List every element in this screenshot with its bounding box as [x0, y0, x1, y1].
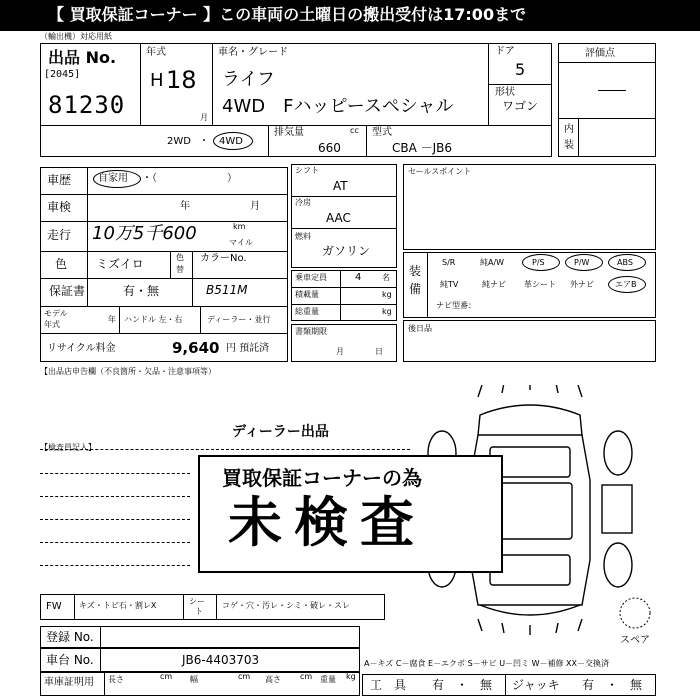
ac-label: 冷房 — [295, 198, 311, 207]
cert-length: 長さ — [108, 675, 124, 684]
load-label: 積載量 — [295, 290, 319, 299]
handle-option: ハンドル 左・右 — [124, 315, 183, 324]
year-label: 年式 — [146, 47, 166, 58]
equip-ext-navi: 外ナビ — [570, 280, 594, 289]
inspector-notes-label: 【検査員記入】 — [40, 443, 96, 452]
grade-name: 4WD Fハッピースペシャル — [222, 96, 454, 117]
registration-label: 登録 No. — [46, 630, 94, 644]
cert-cm-3: cm — [300, 672, 313, 681]
cert-width: 幅 — [190, 675, 198, 684]
equip-airbag: エアB — [615, 280, 637, 289]
lot-box: [2045] — [44, 69, 81, 80]
shape-label: 形状 — [495, 87, 515, 98]
year-month-unit: 月 — [200, 113, 208, 122]
cert-cm-2: cm — [238, 672, 251, 681]
model-year-label-2: 年式 — [44, 320, 60, 329]
rating-dash — [598, 90, 626, 91]
lot-label: 出品 No. — [48, 48, 117, 67]
seller-notes-label: 【出品店申告欄（不良箇所・欠品・注意事項等） — [40, 367, 216, 376]
color-value: ミズイロ — [96, 257, 144, 271]
model-year-label-1: モデル — [44, 309, 68, 318]
rating-label: 評価点 — [585, 48, 615, 59]
seat-label-1: シー — [189, 597, 205, 606]
deadline-day: 日 — [375, 347, 383, 356]
mileage-handwritten: 10万5千600 — [92, 223, 197, 244]
capacity-value: 4 — [355, 272, 362, 283]
gross-label: 総重量 — [295, 307, 319, 316]
sales-point-block — [403, 164, 656, 250]
cert-weight: 重量 — [320, 675, 336, 684]
recycle-unit: 円 預託済 — [226, 343, 270, 354]
seat-label-2: ト — [195, 607, 203, 616]
equip-navi: 純ナビ — [482, 280, 506, 289]
doors-label: ドア — [495, 46, 515, 57]
equip-sr: S/R — [442, 258, 456, 267]
mileage-label: 走行 — [47, 228, 72, 242]
inspection-label: 車検 — [47, 200, 72, 214]
stamp-line-1: 買取保証コーナーの為 — [222, 466, 422, 490]
gross-unit: kg — [382, 307, 392, 316]
displacement-value: 660 — [318, 141, 341, 155]
tools-label: 工 具 — [370, 678, 407, 692]
doors-value: 5 — [515, 60, 526, 79]
history-rest: ・（ ） — [142, 173, 237, 184]
model-name: ライフ — [222, 69, 275, 90]
cert-height: 高さ — [265, 675, 281, 684]
color-label: 色 — [55, 257, 68, 271]
equip-abs: ABS — [617, 258, 633, 267]
shift-value: AT — [333, 179, 348, 193]
capacity-unit: 名 — [382, 273, 390, 282]
model-code-value: CBA －JB6 — [392, 141, 453, 155]
interior-label-1: 内 — [564, 124, 574, 135]
lot-number: 81230 — [48, 91, 126, 119]
equip-alloy: 純A/W — [480, 258, 505, 267]
capacity-label: 乗車定員 — [295, 273, 327, 282]
navi-model-label: ナビ型番： — [436, 301, 476, 310]
mileage-unit-km: km — [233, 222, 246, 231]
cert-kg: kg — [346, 672, 356, 681]
fw-label: FW — [46, 601, 62, 612]
year-era: H — [150, 70, 164, 91]
warranty-value: 有・無 — [123, 284, 160, 298]
fw-text: キズ・トビ石・割レX — [79, 601, 157, 610]
chassis-label: 車台 No. — [46, 653, 94, 667]
equip-pw: P/W — [574, 258, 590, 267]
tools-value: 有 ・ 無 — [432, 678, 493, 692]
deadline-month: 月 — [336, 347, 344, 356]
model-code-label: 型式 — [372, 127, 392, 138]
equipment-label-1: 装 — [409, 264, 422, 278]
color-sub-1: 色 — [176, 253, 184, 262]
recycle-label: リサイクル料金 — [47, 343, 116, 354]
deadline-label: 書類期限 — [295, 327, 327, 336]
recycle-value: 9,640 — [172, 339, 220, 357]
seat-text: コゲ・穴・汚レ・シミ・破レ・スレ — [222, 601, 350, 610]
spare-tire-icon — [618, 596, 652, 630]
inspection-year: 年 — [180, 201, 190, 212]
mileage-unit-mile: マイル — [229, 238, 253, 247]
drive-4wd: 4WD — [219, 136, 243, 147]
year-value: 18 — [166, 66, 197, 94]
equip-ps: P/S — [532, 258, 545, 267]
shift-label: シフト — [295, 166, 319, 175]
color-sub-2: 替 — [176, 265, 184, 274]
displacement-unit: cc — [350, 126, 359, 135]
chassis-value: JB6-4403703 — [182, 653, 260, 667]
fuel-label: 燃料 — [295, 232, 311, 241]
jack-label: ジャッキ — [512, 678, 560, 692]
post-install-label: 後日品 — [408, 324, 432, 333]
spare-label: スペア — [620, 635, 650, 646]
drive-2wd: 2WD — [167, 136, 191, 147]
sales-point-label: セールスポイント — [408, 167, 472, 176]
cert-label: 車庫証明用 — [44, 677, 94, 688]
banner-text: 【 買取保証コーナー 】この車両の土曜日の搬出受付は17:00まで — [48, 5, 527, 24]
color-code-label: カラーNo. — [200, 253, 247, 264]
equipment-label-2: 備 — [409, 282, 422, 296]
post-install-block — [403, 320, 656, 362]
dealer-option: ディーラー・並行 — [207, 315, 271, 324]
equip-tv: 純TV — [440, 280, 459, 289]
cert-cm-1: cm — [160, 672, 173, 681]
displacement-label: 排気量 — [274, 127, 304, 138]
load-unit: kg — [382, 290, 392, 299]
history-value: 自家用 — [98, 173, 128, 184]
header-fragment: （輸出機）対応用紙 — [40, 32, 112, 41]
warranty-label: 保証書 — [49, 284, 86, 298]
history-label: 車歴 — [47, 173, 72, 187]
damage-legend: A－キズ C－腐食 E－エクボ S－サビ U－凹ミ W－補修 XX－交換済 — [364, 659, 610, 668]
interior-label-2: 装 — [564, 140, 574, 151]
stamp-line-2: 未検査 — [228, 491, 426, 554]
color-code-value: B511M — [206, 283, 248, 297]
equip-leather: 革シート — [524, 280, 556, 289]
drive-sep: ・ — [199, 136, 209, 147]
jack-value: 有 ・ 無 — [582, 678, 643, 692]
name-label: 車名・グレード — [218, 47, 288, 58]
inspection-month: 月 — [250, 201, 260, 212]
shape-value: ワゴン — [502, 99, 539, 113]
ac-value: AAC — [326, 211, 351, 225]
fuel-value: ガソリン — [322, 244, 371, 258]
model-year-year: 年 — [108, 315, 116, 324]
dealer-listing: ディーラー出品 — [232, 424, 329, 440]
